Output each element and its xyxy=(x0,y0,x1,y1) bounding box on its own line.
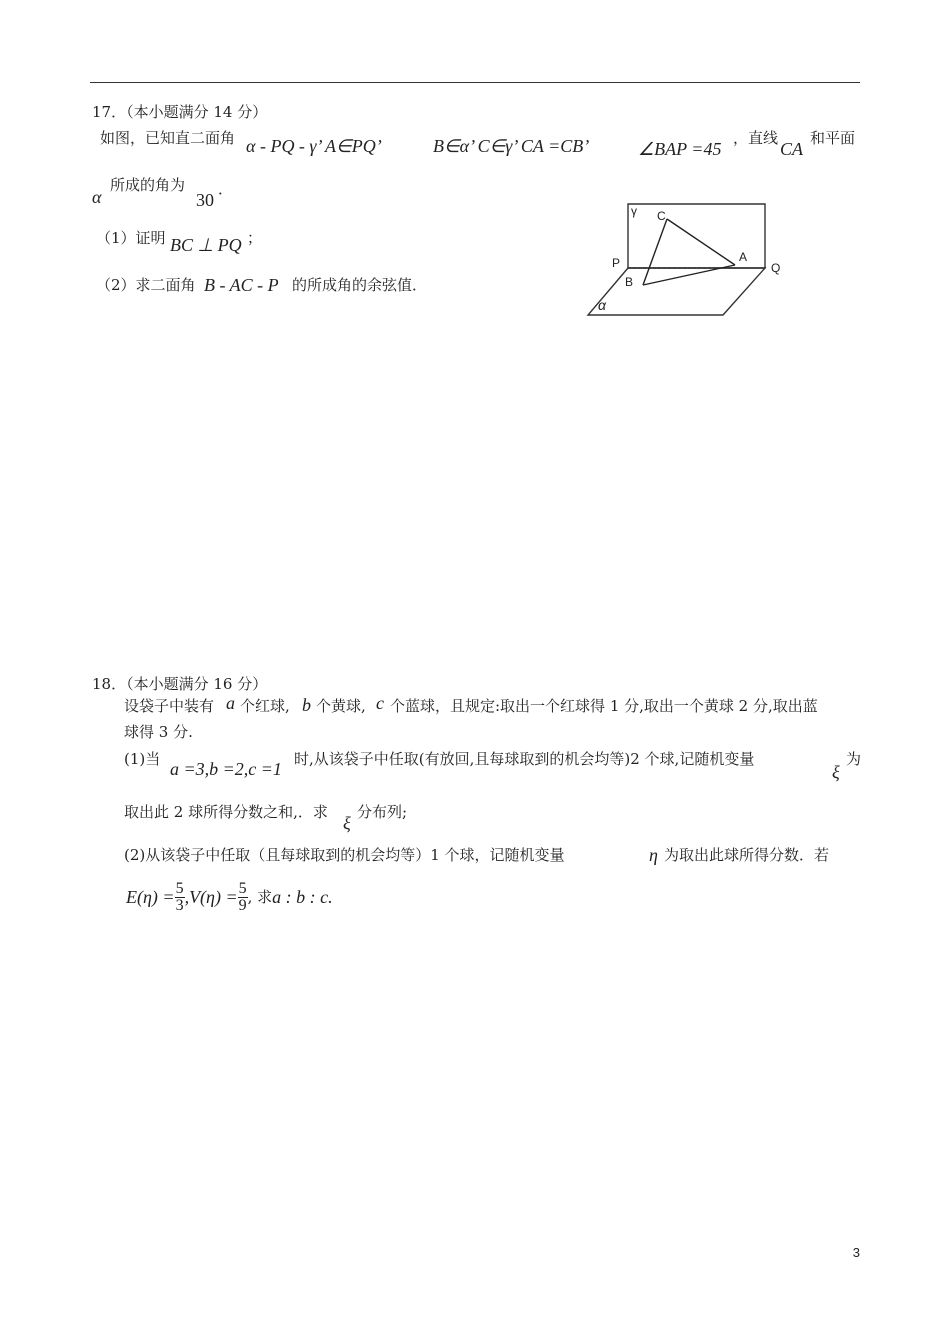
label-b: B xyxy=(625,275,634,289)
v-eta: ,V(η) = xyxy=(184,887,238,907)
p18-line1-d: 个蓝球，且规定:取出一个红球得 1 分,取出一个黄球 2 分,取出蓝 xyxy=(390,697,818,715)
p18-q1-end: 为 xyxy=(846,750,862,768)
problem-17-intro: 如图，已知直二面角 xyxy=(100,129,236,147)
q1-label: （1）证明 xyxy=(96,229,166,247)
fraction-5-9 xyxy=(238,881,248,914)
text-plane: 和平面 xyxy=(810,129,856,147)
dihedral-figure xyxy=(585,198,785,320)
p18-expectation-line xyxy=(126,873,333,921)
ratio-abc: a : b : c. xyxy=(272,887,333,907)
label-alpha: α xyxy=(598,297,606,313)
label-q: Q xyxy=(771,261,781,275)
var-a: a xyxy=(226,693,235,713)
label-c: C xyxy=(657,209,666,223)
frac2-den: 9 xyxy=(238,896,247,914)
q2-math: B - AC - P xyxy=(204,275,279,295)
p18-q2-tail: , 求 xyxy=(247,888,273,906)
problem-17-heading: 17．（本小题满分 14 分） xyxy=(92,103,268,121)
math-ca: CA xyxy=(780,139,804,159)
page-number: 3 xyxy=(852,1245,860,1260)
p18-q1-line2-a: 取出此 2 球所得分数之和,．求 xyxy=(124,803,328,821)
p18-line1-b: 个红球, xyxy=(240,697,290,715)
math-alpha: α xyxy=(92,187,102,207)
e-eta: E(η) = xyxy=(126,887,175,907)
math-dihedral: α - PQ - γ’ A∈PQ’ xyxy=(246,136,382,156)
fraction-5-3 xyxy=(175,881,185,914)
plane-alpha xyxy=(588,268,765,315)
label-gamma: γ xyxy=(631,204,637,218)
math-angle-bap: ∠BAP =45 xyxy=(638,139,722,159)
p18-q2-start: (2)从该袋子中任取（且每球取到的机会均等）1 个球，记随机变量 xyxy=(124,846,565,864)
p18-q1-line2-b: 分布列; xyxy=(357,803,408,821)
frac1-num: 5 xyxy=(175,879,184,897)
header-rule xyxy=(90,82,860,83)
p18-q1-mid: 时,从该袋子中任取(有放回,且每球取到的机会均等)2 个球,记随机变量 xyxy=(294,750,755,768)
q1-end: ； xyxy=(247,229,263,247)
frac1-den: 3 xyxy=(175,896,184,914)
problem-18-heading: 18．（本小题满分 16 分） xyxy=(92,675,268,693)
edge-ca xyxy=(667,219,735,265)
p18-line2: 球得 3 分. xyxy=(124,723,193,741)
math-30: 30 xyxy=(196,190,214,210)
edge-cb xyxy=(643,219,667,285)
text-line: ，直线 xyxy=(733,129,779,147)
label-a: A xyxy=(739,250,748,264)
var-xi-2: ξ xyxy=(343,813,351,833)
var-xi: ξ xyxy=(832,762,840,782)
p18-q1-math: a =3,b =2,c =1 xyxy=(170,759,282,779)
label-p: P xyxy=(612,256,621,270)
p18-line1-a: 设袋子中装有 xyxy=(124,697,215,715)
q2-label: （2）求二面角 xyxy=(96,276,196,294)
var-b: b xyxy=(302,695,311,715)
period: ． xyxy=(218,180,234,198)
math-points: B∈α’ C∈γ’ CA =CB’ xyxy=(433,136,590,156)
p18-q2-end: 为取出此球所得分数．若 xyxy=(664,846,830,864)
text-angle-is: 所成的角为 xyxy=(110,176,186,194)
q1-math: BC ⊥ PQ xyxy=(170,235,242,255)
var-c: c xyxy=(376,693,384,713)
var-eta: η xyxy=(649,845,658,865)
p18-line1-c: 个黄球, xyxy=(316,697,366,715)
p18-q1-start: (1)当 xyxy=(124,750,161,768)
q2-text: 的所成角的余弦值． xyxy=(292,276,428,294)
frac2-num: 5 xyxy=(238,879,247,897)
